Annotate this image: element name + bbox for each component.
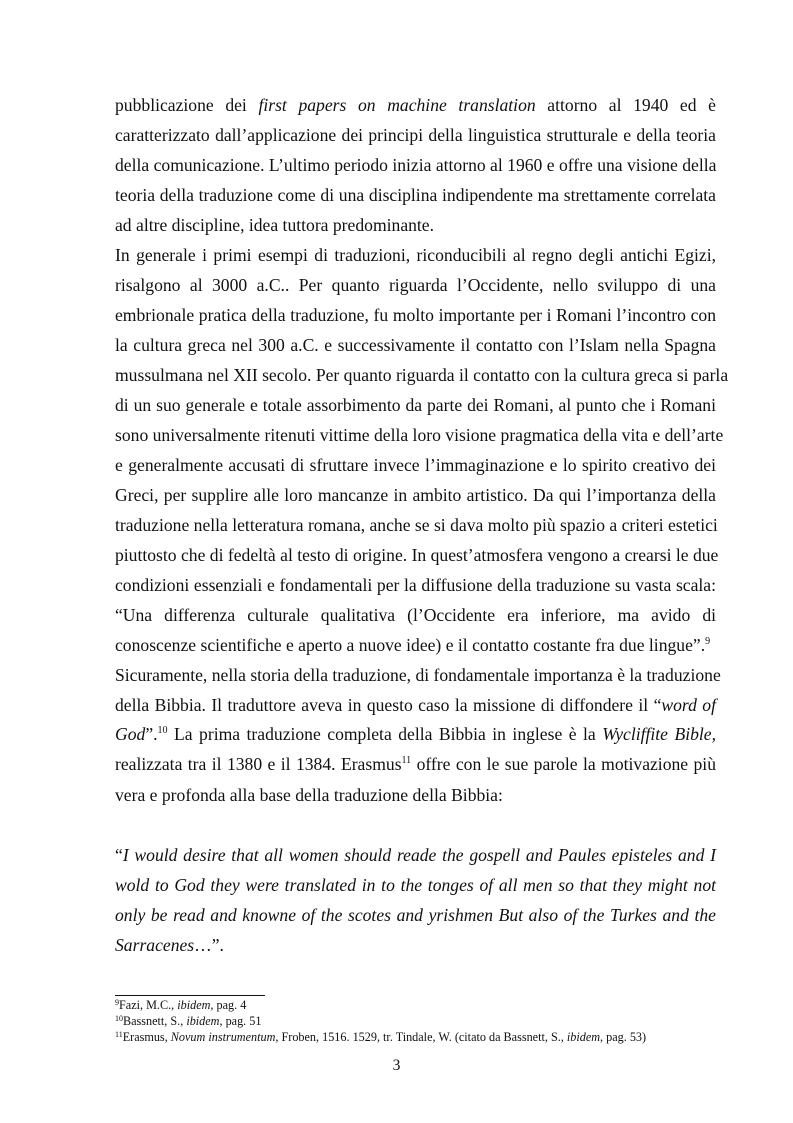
text-line: [115, 754, 716, 774]
italic-text: ibidem: [566, 1030, 601, 1044]
page-number: 3: [392, 1057, 401, 1074]
italic-text: Sarracenes: [115, 935, 195, 955]
text-run: …”.: [194, 935, 224, 955]
text-line: [115, 935, 716, 955]
text-line: [115, 395, 716, 415]
text-line: [115, 575, 716, 595]
text-line: [115, 305, 716, 325]
footnote-marker: 9: [115, 998, 119, 1007]
italic-text: first papers on machine translation: [258, 95, 536, 115]
text-run: mussulmana nel XII secolo. Per quanto riguarda il contatto con la cultura greca si parla: [115, 365, 729, 385]
text-line: [115, 605, 716, 625]
italic-text: wold to God they were translated in to the tonges of all men so that they might not: [115, 875, 716, 895]
text-run: Fazi, M.C.,: [119, 998, 178, 1012]
text-run: di un suo generale e totale assorbimento da parte dei Romani, al punto che i Romani: [115, 395, 716, 415]
italic-text: ibidem: [186, 1014, 220, 1028]
text-line: [115, 125, 716, 145]
text-line: [115, 455, 716, 475]
text-run: offre con le sue parole la motivazione più: [411, 754, 716, 774]
text-run: La prima traduzione completa della Bibbia in inglese è la: [167, 724, 603, 744]
text-line: [115, 215, 716, 235]
italic-text: I would desire that all women should reade the gospell and Paules episteles and I: [122, 845, 716, 865]
footnote: [115, 1030, 646, 1045]
text-run: traduzione nella letteratura romana, anche se si dava molto più spazio a criteri estetici: [115, 515, 718, 535]
text-run: piuttosto che di fedeltà al testo di origine. In quest’atmosfera vengono a crearsi le due: [115, 545, 719, 565]
text-run: “Una differenza culturale qualitativa (l’Occidente era inferiore, ma avido di: [115, 605, 716, 625]
footnote-marker: 10: [115, 1014, 123, 1023]
footnote-marker: 11: [115, 1030, 123, 1039]
text-line: [115, 185, 716, 205]
text-line: [115, 275, 716, 295]
text-run: risalgono al 3000 a.C.. Per quanto riguarda l’Occidente, nello sviluppo di una: [115, 275, 716, 295]
text-run: della comunicazione. L’ultimo periodo inizia attorno al 1960 e offre una visione della: [115, 155, 717, 175]
text-run: Sicuramente, nella storia della traduzione, di fondamentale importanza è la traduzione: [115, 665, 721, 685]
footnote-marker: 10: [157, 725, 168, 736]
text-run: , pag. 4: [210, 998, 247, 1012]
text-run: sono universalmente ritenuti vittime della loro visione pragmatica della vita e dell’arte: [115, 425, 724, 445]
text-run: teoria della traduzione come di una disciplina indipendente ma strettamente correlata: [115, 185, 716, 205]
text-run: vera e profonda alla base della traduzione della Bibbia:: [115, 785, 503, 805]
text-run: , pag. 51: [219, 1014, 262, 1028]
text-run: In generale i primi esempi di traduzioni, riconducibili al regno degli antichi Egizi,: [115, 245, 716, 265]
text-run: ad altre discipline, idea tuttora predominante.: [115, 215, 435, 235]
text-run: conoscenze scientifiche e aperto a nuove idee) e il contatto costante fra due lingue”.: [115, 635, 706, 655]
text-run: condizioni essenziali e fondamentali per la diffusione della traduzione su vasta scala:: [115, 575, 716, 595]
footnote: [115, 998, 246, 1013]
italic-text: only be read and knowne of the scotes and yrishmen But also of the Turkes and the: [115, 905, 716, 925]
text-line: [115, 785, 716, 805]
text-line: [115, 515, 716, 535]
text-line: [115, 425, 724, 445]
text-line: [115, 845, 716, 865]
text-line: [115, 335, 716, 355]
text-run: Bassnett, S.,: [123, 1014, 187, 1028]
text-run: della Bibbia. Il traduttore aveva in questo caso la missione di diffondere il “: [115, 695, 662, 715]
text-run: caratterizzato dall’applicazione dei principi della linguistica strutturale e della teoria: [115, 125, 716, 145]
text-run: “: [115, 845, 123, 865]
text-run: embrionale pratica della traduzione, fu molto importante per i Romani l’incontro con: [115, 305, 716, 325]
text-run: realizzata tra il 1380 e il 1384. Erasmus: [115, 754, 402, 774]
italic-text: word of: [661, 695, 716, 715]
text-run: ”.: [145, 724, 158, 744]
footnote: [115, 1014, 261, 1029]
footnote-marker: 9: [705, 636, 711, 647]
italic-text: Novum instrumentum: [170, 1030, 276, 1044]
text-line: [115, 545, 719, 565]
text-run: attorno al 1940 ed è: [535, 95, 716, 115]
footnote-separator: [115, 995, 265, 996]
italic-text: Wycliffite Bible,: [602, 724, 716, 744]
text-line: [115, 365, 729, 385]
text-line: [115, 95, 716, 115]
text-line: [115, 485, 716, 505]
text-line: [115, 875, 716, 895]
text-run: e generalmente accusati di sfruttare invece l’immaginazione e lo spirito creativo dei: [115, 455, 716, 475]
text-run: Erasmus,: [122, 1030, 171, 1044]
text-run: la cultura greca nel 300 a.C. e successivamente il contatto con l’Islam nella Spagna: [115, 335, 716, 355]
text-line: [115, 245, 716, 265]
text-run: , Froben, 1516. 1529, tr. Tindale, W. (citato da Bassnett, S.,: [275, 1030, 567, 1044]
italic-text: God: [115, 724, 146, 744]
text-line: [115, 724, 716, 744]
italic-text: ibidem: [177, 998, 211, 1012]
text-line: [115, 905, 716, 925]
text-run: pubblicazione dei: [115, 95, 259, 115]
text-line: [115, 665, 721, 685]
footnote-marker: 11: [401, 755, 412, 766]
text-line: [115, 635, 716, 655]
text-run: Greci, per supplire alle loro mancanze in ambito artistico. Da qui l’importanza della: [115, 485, 716, 505]
text-run: , pag. 53): [600, 1030, 647, 1044]
text-line: [115, 155, 716, 175]
text-line: [115, 695, 716, 715]
